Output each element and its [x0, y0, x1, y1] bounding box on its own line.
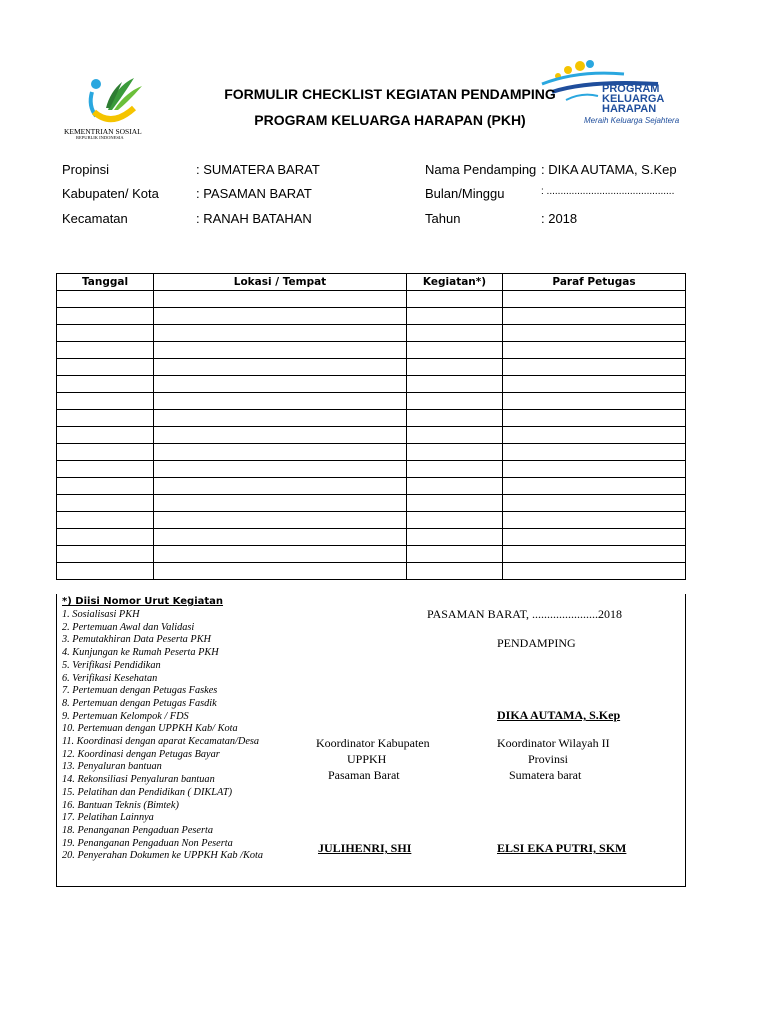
table-row	[57, 325, 686, 342]
col-kegiatan: Kegiatan*)	[407, 274, 503, 291]
cell-tanggal[interactable]	[57, 478, 154, 495]
table-header-row	[57, 274, 686, 291]
cell-kegiatan[interactable]	[407, 444, 503, 461]
cell-lokasi[interactable]	[154, 342, 407, 359]
cell-kegiatan[interactable]	[407, 325, 503, 342]
table-row	[57, 461, 686, 478]
cell-tanggal[interactable]	[57, 427, 154, 444]
legend-item: 13. Penyaluran bantuan	[62, 761, 162, 773]
kecamatan-label: Kecamatan	[62, 211, 128, 226]
kemensos-logo-subtext: REPUBLIK INDONESIA	[76, 135, 124, 140]
cell-lokasi[interactable]	[154, 563, 407, 580]
table-row	[57, 342, 686, 359]
legend-item: 8. Pertemuan dengan Petugas Fasdik	[62, 697, 217, 709]
cell-paraf[interactable]	[503, 461, 686, 478]
legend-item: 5. Verifikasi Pendidikan	[62, 659, 161, 671]
table-row	[57, 308, 686, 325]
bulan-value: : ..............................................	[541, 186, 675, 197]
pkh-logo-line3: HARAPAN	[602, 103, 657, 115]
legend-item: 10. Pertemuan dengan UPPKH Kab/ Kota	[62, 723, 238, 735]
legend-title: *) Diisi Nomor Urut Kegiatan	[62, 596, 224, 607]
kementerian-sosial-logo	[62, 72, 162, 142]
wil-coordinator-region: Sumatera barat	[509, 768, 582, 782]
cell-lokasi[interactable]	[154, 308, 407, 325]
cell-kegiatan[interactable]	[407, 427, 503, 444]
cell-tanggal[interactable]	[57, 461, 154, 478]
legend-item: 20. Penyerahan Dokumen ke UPPKH Kab /Kota	[62, 850, 264, 862]
cell-kegiatan[interactable]	[407, 546, 503, 563]
checklist-table	[56, 273, 686, 580]
wil-coordinator-title: Koordinator Wilayah II	[497, 736, 610, 750]
cell-kegiatan[interactable]	[407, 410, 503, 427]
cell-kegiatan[interactable]	[407, 563, 503, 580]
table-row	[57, 529, 686, 546]
cell-paraf[interactable]	[503, 410, 686, 427]
cell-kegiatan[interactable]	[407, 529, 503, 546]
legend-item: 7. Pertemuan dengan Petugas Faskes	[62, 685, 218, 697]
legend-item: 14. Rekonsiliasi Penyaluran bantuan	[62, 774, 215, 786]
legend-item: 19. Penanganan Pengaduan Non Peserta	[62, 837, 233, 849]
kabupaten-value: : PASAMAN BARAT	[196, 186, 312, 201]
form-title-line2: PROGRAM KELUARGA HARAPAN (PKH)	[254, 112, 526, 128]
kab-coordinator-unit: UPPKH	[347, 752, 387, 766]
table-row	[57, 478, 686, 495]
legend-item: 9. Pertemuan Kelompok / FDS	[62, 710, 189, 722]
cell-lokasi[interactable]	[154, 410, 407, 427]
pendamping-label: Nama Pendamping	[425, 162, 537, 177]
cell-lokasi[interactable]	[154, 495, 407, 512]
cell-kegiatan[interactable]	[407, 393, 503, 410]
legend-item: 12. Koordinasi dengan Petugas Bayar	[62, 748, 220, 760]
cell-tanggal[interactable]	[57, 376, 154, 393]
kab-coordinator-title: Koordinator Kabupaten	[316, 736, 430, 750]
cell-lokasi[interactable]	[154, 427, 407, 444]
cell-tanggal[interactable]	[57, 529, 154, 546]
cell-tanggal[interactable]	[57, 393, 154, 410]
wil-coordinator-name: ELSI EKA PUTRI, SKM	[497, 841, 627, 855]
table-row	[57, 291, 686, 308]
legend-list	[62, 609, 263, 863]
cell-tanggal[interactable]	[57, 342, 154, 359]
tahun-label: Tahun	[425, 211, 461, 226]
cell-paraf[interactable]	[503, 563, 686, 580]
pkh-logo-line2: KELUARGA	[602, 93, 665, 105]
legend-item: 18. Penanganan Pengaduan Peserta	[62, 824, 213, 836]
legend-item: 3. Pemutakhiran Data Peserta PKH	[62, 634, 211, 646]
cell-lokasi[interactable]	[154, 359, 407, 376]
table-row	[57, 427, 686, 444]
cell-tanggal[interactable]	[57, 512, 154, 529]
cell-paraf[interactable]	[503, 376, 686, 393]
kecamatan-value: : RANAH BATAHAN	[196, 211, 312, 226]
table-row	[57, 393, 686, 410]
cell-lokasi[interactable]	[154, 325, 407, 342]
propinsi-value: : SUMATERA BARAT	[196, 162, 320, 177]
cell-tanggal[interactable]	[57, 495, 154, 512]
table-row	[57, 444, 686, 461]
cell-kegiatan[interactable]	[407, 291, 503, 308]
legend-item: 17. Pelatihan Lainnya	[62, 812, 154, 824]
cell-lokasi[interactable]	[154, 478, 407, 495]
cell-tanggal[interactable]	[57, 359, 154, 376]
cell-kegiatan[interactable]	[407, 461, 503, 478]
propinsi-label: Propinsi	[62, 162, 109, 177]
legend-item: 11. Koordinasi dengan aparat Kecamatan/Desa	[62, 736, 260, 748]
cell-paraf[interactable]	[503, 529, 686, 546]
cell-paraf[interactable]	[503, 512, 686, 529]
legend-item: 15. Pelatihan dan Pendidikan ( DIKLAT)	[62, 786, 233, 798]
cell-tanggal[interactable]	[57, 546, 154, 563]
wil-coordinator-unit: Provinsi	[528, 752, 569, 766]
table-row	[57, 546, 686, 563]
cell-lokasi[interactable]	[154, 546, 407, 563]
kemensos-logo-text: KEMENTRIAN SOSIAL	[64, 127, 142, 136]
legend-item: 2. Pertemuan Awal dan Validasi	[62, 621, 195, 633]
cell-kegiatan[interactable]	[407, 512, 503, 529]
cell-lokasi[interactable]	[154, 291, 407, 308]
cell-lokasi[interactable]	[154, 393, 407, 410]
tahun-value: : 2018	[541, 211, 578, 226]
kabupaten-label: Kabupaten/ Kota	[62, 186, 159, 201]
pendamping-signature-name: DIKA AUTAMA, S.Kep	[497, 708, 621, 722]
cell-lokasi[interactable]	[154, 461, 407, 478]
bulan-label: Bulan/Minggu	[425, 186, 505, 201]
legend-item: 16. Bantuan Teknis (Bimtek)	[62, 799, 179, 811]
cell-paraf[interactable]	[503, 495, 686, 512]
cell-kegiatan[interactable]	[407, 342, 503, 359]
legend-item: 4. Kunjungan ke Rumah Peserta PKH	[62, 647, 219, 659]
cell-lokasi[interactable]	[154, 512, 407, 529]
form-title-line1: FORMULIR CHECKLIST KEGIATAN PENDAMPING	[224, 86, 556, 102]
table-body	[57, 291, 686, 580]
col-tanggal: Tanggal	[57, 274, 154, 291]
kab-coordinator-region: Pasaman Barat	[328, 768, 400, 782]
cell-kegiatan[interactable]	[407, 308, 503, 325]
pendamping-value: : DIKA AUTAMA, S.Kep	[541, 162, 677, 177]
cell-tanggal[interactable]	[57, 410, 154, 427]
pkh-logo-line1: PROGRAM	[602, 83, 660, 95]
table-row	[57, 563, 686, 580]
col-paraf: Paraf Petugas	[503, 274, 686, 291]
cell-kegiatan[interactable]	[407, 478, 503, 495]
cell-tanggal[interactable]	[57, 563, 154, 580]
kab-coordinator-name: JULIHENRI, SHI	[318, 841, 412, 855]
legend-item: 1. Sosialisasi PKH	[62, 609, 140, 620]
cell-paraf[interactable]	[503, 325, 686, 342]
cell-tanggal[interactable]	[57, 291, 154, 308]
cell-kegiatan[interactable]	[407, 376, 503, 393]
cell-paraf[interactable]	[503, 308, 686, 325]
cell-kegiatan[interactable]	[407, 359, 503, 376]
cell-paraf[interactable]	[503, 427, 686, 444]
table-row	[57, 495, 686, 512]
cell-lokasi[interactable]	[154, 376, 407, 393]
cell-paraf[interactable]	[503, 444, 686, 461]
cell-lokasi[interactable]	[154, 529, 407, 546]
cell-tanggal[interactable]	[57, 325, 154, 342]
cell-kegiatan[interactable]	[407, 495, 503, 512]
col-lokasi: Lokasi / Tempat	[154, 274, 407, 291]
cell-lokasi[interactable]	[154, 444, 407, 461]
cell-paraf[interactable]	[503, 359, 686, 376]
table-row	[57, 359, 686, 376]
cell-tanggal[interactable]	[57, 308, 154, 325]
pendamping-role: PENDAMPING	[497, 636, 576, 650]
table-row	[57, 512, 686, 529]
pkh-logo-tagline: Meraih Keluarga Sejahtera	[584, 116, 680, 125]
cell-paraf[interactable]	[503, 291, 686, 308]
cell-paraf[interactable]	[503, 478, 686, 495]
cell-paraf[interactable]	[503, 393, 686, 410]
legend-item: 6. Verifikasi Kesehatan	[62, 672, 158, 684]
table-row	[57, 376, 686, 393]
table-row	[57, 410, 686, 427]
place-date: PASAMAN BARAT, ......................2018	[427, 607, 623, 621]
cell-paraf[interactable]	[503, 342, 686, 359]
cell-paraf[interactable]	[503, 546, 686, 563]
cell-tanggal[interactable]	[57, 444, 154, 461]
